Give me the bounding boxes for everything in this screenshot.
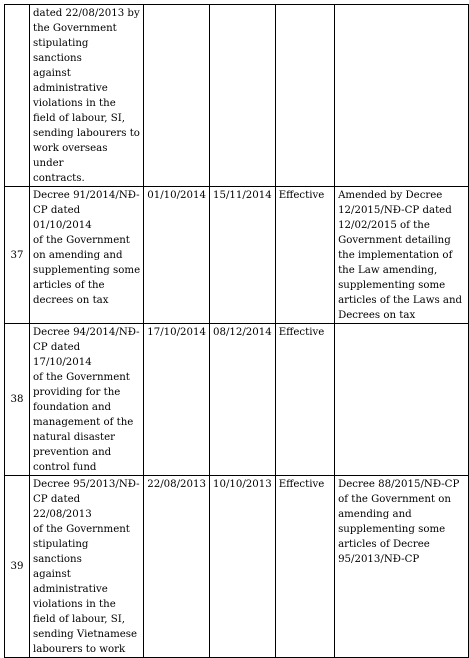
- document-text: Decree 95/2013/NĐ- CP dated 22/08/2013 of the Government stipulating sanctions against administrative violations in the field of labour, SI, sending Vietnamese labourers to work: [33, 479, 140, 655]
- status-text: Effective: [278, 327, 325, 338]
- issued-date-text: 01/10/2014: [147, 190, 206, 201]
- table-row: [5, 5, 469, 187]
- row-number: [5, 476, 30, 658]
- status-text: Effective: [278, 479, 325, 490]
- effective-date-text: 10/10/2013: [212, 479, 272, 490]
- note-text: Decree 88/2015/NĐ-CP of the Government on amending and supplementing some articles of Decree 95/2013/NĐ-CP: [338, 479, 460, 565]
- effective-date-text: 15/11/2014: [212, 190, 272, 201]
- issued-date-cell: [144, 5, 210, 187]
- note-cell: [335, 476, 469, 658]
- note-cell: [335, 187, 469, 324]
- row-number-text: 38: [10, 394, 24, 405]
- effective-date-cell: [209, 5, 275, 187]
- row-number-text: 37: [10, 249, 24, 261]
- effective-date-cell: [209, 187, 275, 324]
- document-cell: [30, 5, 144, 187]
- document-cell: [30, 187, 144, 324]
- table-row: [5, 476, 469, 658]
- status-cell: [275, 5, 334, 187]
- issued-date-cell: [144, 476, 210, 658]
- effective-date-cell: [209, 476, 275, 658]
- document-text: dated 22/08/2013 by the Government stipulating sanctions against administrative violations in the field of labour, SI, sending labourers to work overseas under contracts.: [33, 8, 140, 184]
- status-cell: [275, 324, 334, 476]
- issued-date-cell: [144, 187, 210, 324]
- row-number: [5, 5, 30, 187]
- document-cell: [30, 324, 144, 476]
- document-cell: [30, 476, 144, 658]
- status-cell: [275, 187, 334, 324]
- document-text: Decree 91/2014/NĐ- CP dated 01/10/2014 of the Government on amending and supplementing some articles of the decrees on tax: [33, 190, 141, 306]
- status-cell: [275, 476, 334, 658]
- document-text: Decree 94/2014/NĐ- CP dated 17/10/2014 of the Government providing for the foundation and management of the natural disaster prevention and control fund: [33, 327, 140, 473]
- row-number: [5, 187, 30, 324]
- status-text: Effective: [278, 190, 325, 201]
- table-row: [5, 187, 469, 324]
- note-text: Amended by Decree 12/2015/NĐ-CP dated 12/02/2015 of the Government detailing the implementation of the Law amending, supplementing some articles of the Laws and Decrees on tax: [338, 190, 463, 321]
- note-cell: [335, 5, 469, 187]
- effective-date-cell: [209, 324, 275, 476]
- legal-documents-table: [4, 4, 469, 658]
- row-number: [5, 324, 30, 476]
- issued-date-cell: [144, 324, 210, 476]
- note-cell: [335, 324, 469, 476]
- table-row: [5, 324, 469, 476]
- issued-date-text: 17/10/2014: [147, 327, 206, 338]
- effective-date-text: 08/12/2014: [212, 327, 272, 338]
- issued-date-text: 22/08/2013: [147, 479, 206, 490]
- row-number-text: 39: [10, 561, 24, 572]
